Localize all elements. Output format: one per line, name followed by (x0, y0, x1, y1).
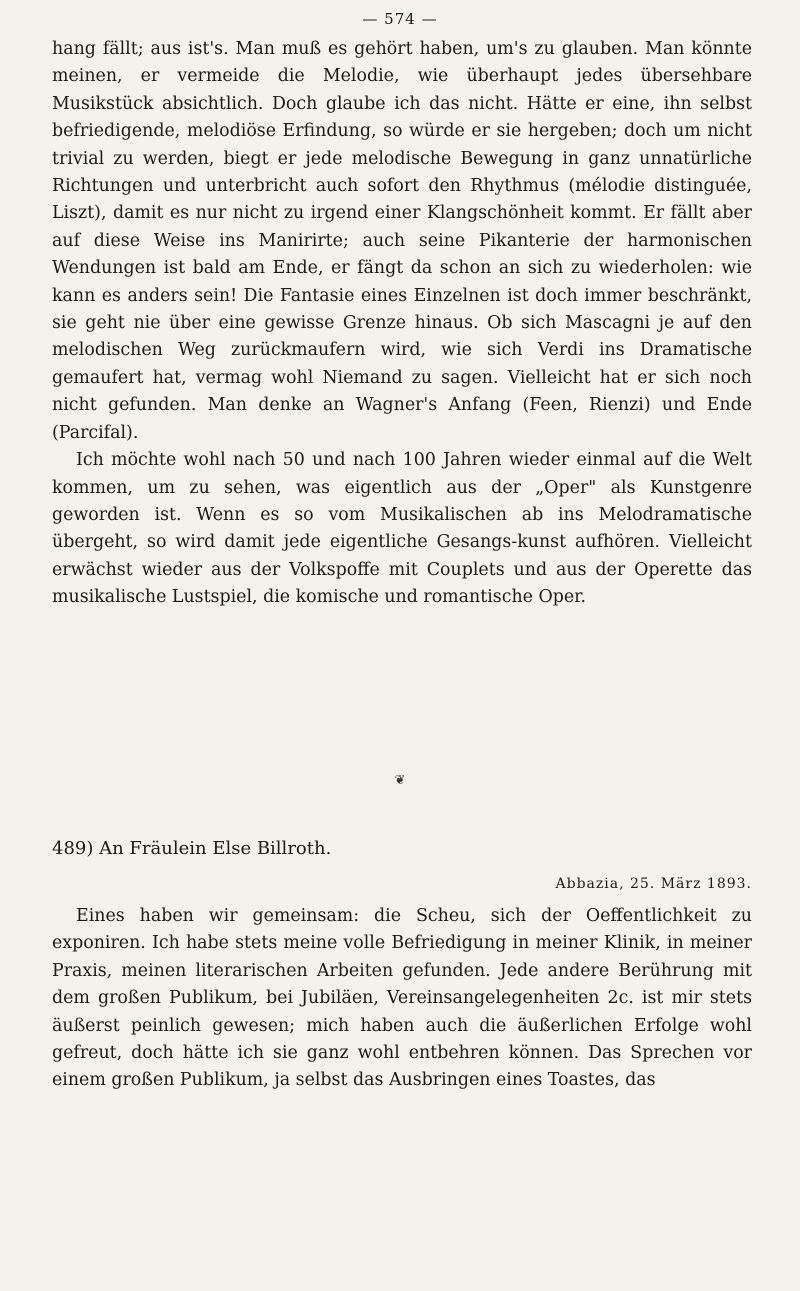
paragraph: Eines haben wir gemeinsam: die Scheu, sich der Oeffentlichkeit zu exponiren. Ich habe stets meine volle Befriedigung in meiner Klinik, in meiner Praxis, meinen literarischen Arbeiten gefunden. Jede andere Berührung mit dem großen Publikum, bei Jubiläen, Vereinsangelegenheiten 2c. ist mir stets äußerst peinlich gewesen; mich haben auch die äußerlichen Erfolge wohl gefreut, doch hätte ich sie ganz wohl entbehren können. Das Sprechen vor einem großen Publikum, ja selbst das Ausbringen eines Toastes, das (52, 906, 752, 1091)
body-text-letter (52, 903, 752, 1095)
section-divider-ornament: ❦ (394, 773, 406, 788)
paragraph: hang fällt; aus ist's. Man muß es gehört haben, um's zu glauben. Man könnte meinen, er vermeide die Melodie, wie überhaupt jedes übersehbare Musikstück absichtlich. Doch glaube ich das nicht. Hätte er eine, ihn selbst befriedigende, melodiöse Erfindung, so würde er sie hergeben; doch um nicht trivial zu werden, biegt er jede melodische Bewegung in ganz unnatürliche Richtungen und unterbricht auch sofort den Rhythmus (mélodie distinguée, Liszt), damit es nur nicht zu irgend einer Klangschönheit kommt. Er fällt aber auf diese Weise ins Manirirte; auch seine Pikanterie der harmonischen Wendungen ist bald am Ende, er fängt da schon an sich zu wiederholen: wie kann es anders sein! Die Fantasie eines Einzelnen ist doch immer beschränkt, sie geht nie über eine gewisse Grenze hinaus. Ob sich Mascagni je auf den melodischen Weg zurückmaufern wird, wie sich Verdi ins Dramatische gemaufert hat, vermag wohl Niemand zu sagen. Vielleicht hat er sich noch nicht gefunden. Man denke an Wagner's Anfang (Feen, Rienzi) und Ende (Parcifal). (52, 39, 752, 443)
page-number: — 574 — (362, 10, 438, 28)
letter-place-date: Abbazia, 25. März 1893. (555, 876, 752, 892)
body-text-section-1 (52, 36, 752, 612)
paragraph: Ich möchte wohl nach 50 und nach 100 Jahren wieder einmal auf die Welt kommen, um zu sehen, was eigentlich aus der „Oper" als Kunstgenre geworden ist. Wenn es so vom Musikalischen ab ins Melodramatische übergeht, so wird damit jede eigentliche Gesangs-kunst aufhören. Vielleicht erwächst wieder aus der Volkspoffe mit Couplets und aus der Operette das musikalische Lustspiel, die komische und romantische Oper. (52, 450, 752, 608)
letter-heading: 489) An Fräulein Else Billroth. (52, 838, 332, 859)
